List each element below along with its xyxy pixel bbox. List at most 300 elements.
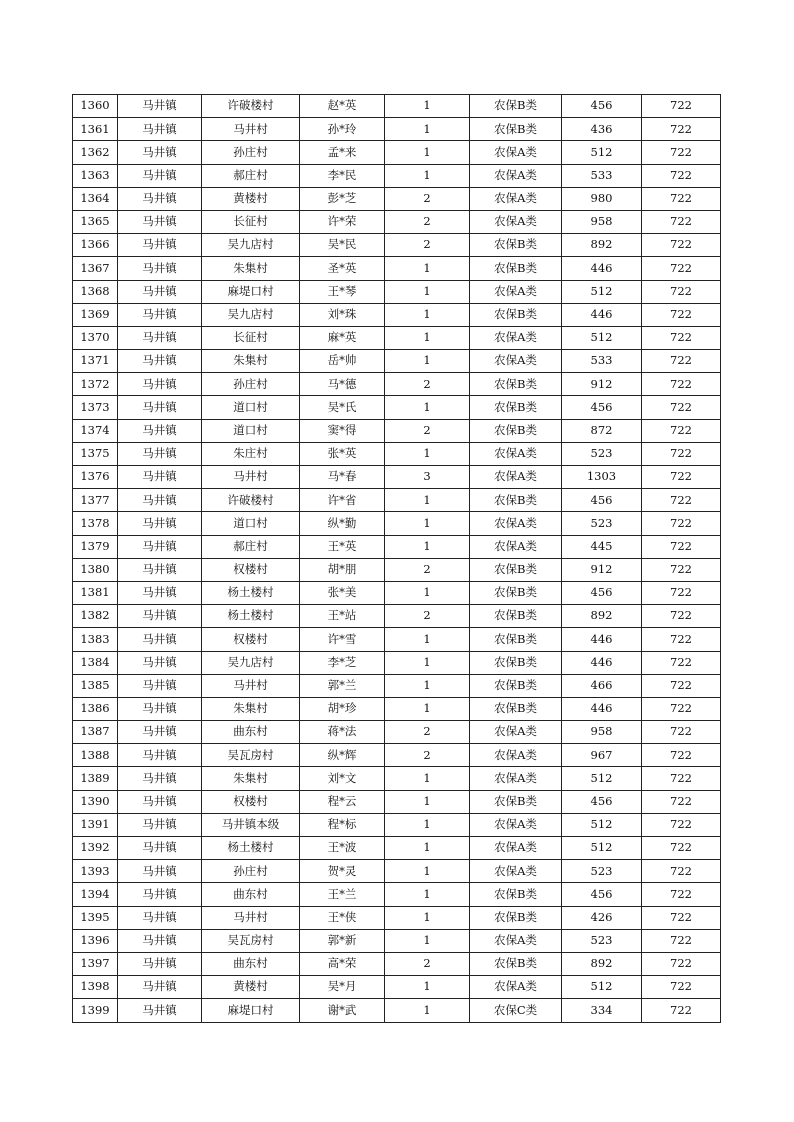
row-number-cell: 1367 — [73, 257, 118, 280]
amount-cell: 456 — [562, 95, 642, 118]
standard-cell: 722 — [642, 860, 721, 883]
village-cell: 杨土楼村 — [202, 605, 300, 628]
category-cell: 农保C类 — [470, 999, 562, 1022]
name-cell: 许*荣 — [300, 210, 385, 233]
table-row — [73, 929, 721, 952]
household-count-cell: 1 — [385, 999, 470, 1022]
table-row — [73, 257, 721, 280]
category-cell: 农保A类 — [470, 466, 562, 489]
table-row — [73, 860, 721, 883]
town-cell: 马井镇 — [118, 860, 202, 883]
town-cell: 马井镇 — [118, 396, 202, 419]
village-cell: 曲东村 — [202, 952, 300, 975]
table-row — [73, 744, 721, 767]
category-cell: 农保B类 — [470, 697, 562, 720]
table-row — [73, 952, 721, 975]
table-row — [73, 558, 721, 581]
row-number-cell: 1384 — [73, 651, 118, 674]
table-row — [73, 187, 721, 210]
amount-cell: 523 — [562, 442, 642, 465]
standard-cell: 722 — [642, 164, 721, 187]
village-cell: 马井村 — [202, 906, 300, 929]
row-number-cell: 1388 — [73, 744, 118, 767]
row-number-cell: 1364 — [73, 187, 118, 210]
amount-cell: 512 — [562, 141, 642, 164]
category-cell: 农保B类 — [470, 651, 562, 674]
amount-cell: 912 — [562, 373, 642, 396]
category-cell: 农保A类 — [470, 813, 562, 836]
village-cell: 孙庄村 — [202, 373, 300, 396]
village-cell: 朱集村 — [202, 767, 300, 790]
amount-cell: 456 — [562, 790, 642, 813]
standard-cell: 722 — [642, 280, 721, 303]
standard-cell: 722 — [642, 952, 721, 975]
village-cell: 郝庄村 — [202, 164, 300, 187]
category-cell: 农保B类 — [470, 674, 562, 697]
name-cell: 吴*民 — [300, 234, 385, 257]
name-cell: 张*美 — [300, 581, 385, 604]
standard-cell: 722 — [642, 790, 721, 813]
standard-cell: 722 — [642, 95, 721, 118]
category-cell: 农保A类 — [470, 512, 562, 535]
amount-cell: 436 — [562, 118, 642, 141]
household-count-cell: 2 — [385, 210, 470, 233]
town-cell: 马井镇 — [118, 141, 202, 164]
name-cell: 纵*勤 — [300, 512, 385, 535]
row-number-cell: 1399 — [73, 999, 118, 1022]
row-number-cell: 1392 — [73, 837, 118, 860]
row-number-cell: 1365 — [73, 210, 118, 233]
village-cell: 马井镇本级 — [202, 813, 300, 836]
name-cell: 马*春 — [300, 466, 385, 489]
category-cell: 农保B类 — [470, 581, 562, 604]
amount-cell: 456 — [562, 489, 642, 512]
category-cell: 农保A类 — [470, 860, 562, 883]
town-cell: 马井镇 — [118, 419, 202, 442]
row-number-cell: 1393 — [73, 860, 118, 883]
household-count-cell: 1 — [385, 164, 470, 187]
village-cell: 马井村 — [202, 674, 300, 697]
town-cell: 马井镇 — [118, 813, 202, 836]
amount-cell: 892 — [562, 234, 642, 257]
standard-cell: 722 — [642, 373, 721, 396]
standard-cell: 722 — [642, 558, 721, 581]
standard-cell: 722 — [642, 976, 721, 999]
table-row — [73, 628, 721, 651]
standard-cell: 722 — [642, 419, 721, 442]
category-cell: 农保A类 — [470, 326, 562, 349]
category-cell: 农保B类 — [470, 396, 562, 419]
standard-cell: 722 — [642, 396, 721, 419]
household-count-cell: 1 — [385, 581, 470, 604]
category-cell: 农保B类 — [470, 906, 562, 929]
village-cell: 道口村 — [202, 419, 300, 442]
village-cell: 许破楼村 — [202, 95, 300, 118]
household-count-cell: 2 — [385, 187, 470, 210]
table-row — [73, 697, 721, 720]
town-cell: 马井镇 — [118, 373, 202, 396]
standard-cell: 722 — [642, 651, 721, 674]
table-row — [73, 906, 721, 929]
town-cell: 马井镇 — [118, 257, 202, 280]
table-row — [73, 976, 721, 999]
town-cell: 马井镇 — [118, 883, 202, 906]
village-cell: 马井村 — [202, 118, 300, 141]
household-count-cell: 2 — [385, 373, 470, 396]
name-cell: 李*民 — [300, 164, 385, 187]
village-cell: 黄楼村 — [202, 187, 300, 210]
standard-cell: 722 — [642, 837, 721, 860]
household-count-cell: 2 — [385, 419, 470, 442]
village-cell: 吴瓦房村 — [202, 744, 300, 767]
table-row — [73, 767, 721, 790]
standard-cell: 722 — [642, 118, 721, 141]
household-count-cell: 1 — [385, 95, 470, 118]
row-number-cell: 1360 — [73, 95, 118, 118]
town-cell: 马井镇 — [118, 303, 202, 326]
household-count-cell: 1 — [385, 790, 470, 813]
household-count-cell: 1 — [385, 257, 470, 280]
village-cell: 朱集村 — [202, 257, 300, 280]
amount-cell: 533 — [562, 350, 642, 373]
row-number-cell: 1375 — [73, 442, 118, 465]
row-number-cell: 1376 — [73, 466, 118, 489]
amount-cell: 334 — [562, 999, 642, 1022]
table-row — [73, 883, 721, 906]
table-row — [73, 419, 721, 442]
town-cell: 马井镇 — [118, 790, 202, 813]
table-row — [73, 489, 721, 512]
standard-cell: 722 — [642, 257, 721, 280]
standard-cell: 722 — [642, 303, 721, 326]
amount-cell: 426 — [562, 906, 642, 929]
table-row — [73, 790, 721, 813]
name-cell: 高*荣 — [300, 952, 385, 975]
name-cell: 贺*灵 — [300, 860, 385, 883]
row-number-cell: 1362 — [73, 141, 118, 164]
row-number-cell: 1395 — [73, 906, 118, 929]
name-cell: 许*省 — [300, 489, 385, 512]
amount-cell: 512 — [562, 837, 642, 860]
standard-cell: 722 — [642, 350, 721, 373]
household-count-cell: 2 — [385, 234, 470, 257]
town-cell: 马井镇 — [118, 744, 202, 767]
row-number-cell: 1390 — [73, 790, 118, 813]
town-cell: 马井镇 — [118, 95, 202, 118]
table-row — [73, 280, 721, 303]
row-number-cell: 1377 — [73, 489, 118, 512]
household-count-cell: 1 — [385, 697, 470, 720]
village-cell: 朱庄村 — [202, 442, 300, 465]
household-count-cell: 1 — [385, 442, 470, 465]
amount-cell: 1303 — [562, 466, 642, 489]
household-count-cell: 1 — [385, 489, 470, 512]
household-count-cell: 1 — [385, 512, 470, 535]
town-cell: 马井镇 — [118, 442, 202, 465]
amount-cell: 446 — [562, 257, 642, 280]
name-cell: 刘*文 — [300, 767, 385, 790]
category-cell: 农保A类 — [470, 721, 562, 744]
name-cell: 程*云 — [300, 790, 385, 813]
name-cell: 圣*英 — [300, 257, 385, 280]
village-cell: 权楼村 — [202, 628, 300, 651]
village-cell: 麻堤口村 — [202, 280, 300, 303]
amount-cell: 446 — [562, 303, 642, 326]
category-cell: 农保B类 — [470, 489, 562, 512]
table-row — [73, 234, 721, 257]
category-cell: 农保A类 — [470, 442, 562, 465]
amount-cell: 872 — [562, 419, 642, 442]
standard-cell: 722 — [642, 674, 721, 697]
table-row — [73, 581, 721, 604]
village-cell: 孙庄村 — [202, 141, 300, 164]
table-row — [73, 837, 721, 860]
village-cell: 黄楼村 — [202, 976, 300, 999]
amount-cell: 523 — [562, 512, 642, 535]
table-body — [73, 95, 721, 1023]
amount-cell: 456 — [562, 581, 642, 604]
name-cell: 王*站 — [300, 605, 385, 628]
name-cell: 胡*珍 — [300, 697, 385, 720]
name-cell: 王*英 — [300, 535, 385, 558]
town-cell: 马井镇 — [118, 767, 202, 790]
town-cell: 马井镇 — [118, 466, 202, 489]
village-cell: 杨土楼村 — [202, 581, 300, 604]
row-number-cell: 1366 — [73, 234, 118, 257]
village-cell: 曲东村 — [202, 883, 300, 906]
name-cell: 王*兰 — [300, 883, 385, 906]
name-cell: 李*芝 — [300, 651, 385, 674]
category-cell: 农保A类 — [470, 141, 562, 164]
town-cell: 马井镇 — [118, 187, 202, 210]
row-number-cell: 1385 — [73, 674, 118, 697]
name-cell: 张*英 — [300, 442, 385, 465]
standard-cell: 722 — [642, 442, 721, 465]
household-count-cell: 2 — [385, 721, 470, 744]
category-cell: 农保B类 — [470, 234, 562, 257]
town-cell: 马井镇 — [118, 535, 202, 558]
town-cell: 马井镇 — [118, 906, 202, 929]
amount-cell: 912 — [562, 558, 642, 581]
name-cell: 吴*氏 — [300, 396, 385, 419]
household-count-cell: 2 — [385, 558, 470, 581]
town-cell: 马井镇 — [118, 512, 202, 535]
standard-cell: 722 — [642, 512, 721, 535]
household-count-cell: 1 — [385, 303, 470, 326]
village-cell: 朱集村 — [202, 697, 300, 720]
town-cell: 马井镇 — [118, 721, 202, 744]
village-cell: 吴瓦房村 — [202, 929, 300, 952]
standard-cell: 722 — [642, 489, 721, 512]
category-cell: 农保A类 — [470, 837, 562, 860]
amount-cell: 958 — [562, 210, 642, 233]
row-number-cell: 1361 — [73, 118, 118, 141]
row-number-cell: 1363 — [73, 164, 118, 187]
household-count-cell: 1 — [385, 628, 470, 651]
row-number-cell: 1372 — [73, 373, 118, 396]
category-cell: 农保A类 — [470, 280, 562, 303]
town-cell: 马井镇 — [118, 118, 202, 141]
name-cell: 纵*辉 — [300, 744, 385, 767]
household-count-cell: 1 — [385, 535, 470, 558]
town-cell: 马井镇 — [118, 837, 202, 860]
row-number-cell: 1368 — [73, 280, 118, 303]
standard-cell: 722 — [642, 906, 721, 929]
town-cell: 马井镇 — [118, 210, 202, 233]
category-cell: 农保A类 — [470, 976, 562, 999]
row-number-cell: 1391 — [73, 813, 118, 836]
household-count-cell: 1 — [385, 326, 470, 349]
town-cell: 马井镇 — [118, 326, 202, 349]
amount-cell: 512 — [562, 767, 642, 790]
standard-cell: 722 — [642, 234, 721, 257]
town-cell: 马井镇 — [118, 952, 202, 975]
category-cell: 农保B类 — [470, 419, 562, 442]
standard-cell: 722 — [642, 999, 721, 1022]
row-number-cell: 1382 — [73, 605, 118, 628]
amount-cell: 980 — [562, 187, 642, 210]
category-cell: 农保B类 — [470, 628, 562, 651]
category-cell: 农保B类 — [470, 605, 562, 628]
table-row — [73, 396, 721, 419]
household-count-cell: 2 — [385, 744, 470, 767]
table-row — [73, 141, 721, 164]
village-cell: 吴九店村 — [202, 303, 300, 326]
name-cell: 胡*朋 — [300, 558, 385, 581]
row-number-cell: 1369 — [73, 303, 118, 326]
category-cell: 农保A类 — [470, 535, 562, 558]
village-cell: 曲东村 — [202, 721, 300, 744]
standard-cell: 722 — [642, 744, 721, 767]
amount-cell: 512 — [562, 326, 642, 349]
row-number-cell: 1370 — [73, 326, 118, 349]
standard-cell: 722 — [642, 141, 721, 164]
village-cell: 麻堤口村 — [202, 999, 300, 1022]
amount-cell: 446 — [562, 651, 642, 674]
town-cell: 马井镇 — [118, 350, 202, 373]
table-row — [73, 303, 721, 326]
standard-cell: 722 — [642, 767, 721, 790]
category-cell: 农保A类 — [470, 210, 562, 233]
category-cell: 农保B类 — [470, 558, 562, 581]
category-cell: 农保B类 — [470, 303, 562, 326]
row-number-cell: 1387 — [73, 721, 118, 744]
amount-cell: 892 — [562, 605, 642, 628]
village-cell: 权楼村 — [202, 790, 300, 813]
name-cell: 麻*英 — [300, 326, 385, 349]
household-count-cell: 3 — [385, 466, 470, 489]
table-row — [73, 721, 721, 744]
standard-cell: 722 — [642, 697, 721, 720]
household-count-cell: 2 — [385, 605, 470, 628]
name-cell: 马*德 — [300, 373, 385, 396]
name-cell: 郭*新 — [300, 929, 385, 952]
name-cell: 程*标 — [300, 813, 385, 836]
household-count-cell: 1 — [385, 906, 470, 929]
household-count-cell: 1 — [385, 976, 470, 999]
amount-cell: 446 — [562, 628, 642, 651]
standard-cell: 722 — [642, 628, 721, 651]
household-count-cell: 1 — [385, 141, 470, 164]
town-cell: 马井镇 — [118, 280, 202, 303]
village-cell: 权楼村 — [202, 558, 300, 581]
table-row — [73, 350, 721, 373]
name-cell: 孙*玲 — [300, 118, 385, 141]
town-cell: 马井镇 — [118, 929, 202, 952]
standard-cell: 722 — [642, 813, 721, 836]
row-number-cell: 1383 — [73, 628, 118, 651]
amount-cell: 445 — [562, 535, 642, 558]
household-count-cell: 1 — [385, 118, 470, 141]
amount-cell: 512 — [562, 976, 642, 999]
name-cell: 刘*珠 — [300, 303, 385, 326]
row-number-cell: 1378 — [73, 512, 118, 535]
standard-cell: 722 — [642, 883, 721, 906]
household-count-cell: 1 — [385, 883, 470, 906]
category-cell: 农保A类 — [470, 164, 562, 187]
household-count-cell: 1 — [385, 396, 470, 419]
name-cell: 孟*来 — [300, 141, 385, 164]
town-cell: 马井镇 — [118, 234, 202, 257]
amount-cell: 446 — [562, 697, 642, 720]
standard-cell: 722 — [642, 929, 721, 952]
name-cell: 许*雪 — [300, 628, 385, 651]
table-row — [73, 535, 721, 558]
table-row — [73, 651, 721, 674]
town-cell: 马井镇 — [118, 697, 202, 720]
town-cell: 马井镇 — [118, 651, 202, 674]
village-cell: 长征村 — [202, 326, 300, 349]
town-cell: 马井镇 — [118, 674, 202, 697]
town-cell: 马井镇 — [118, 628, 202, 651]
category-cell: 农保A类 — [470, 187, 562, 210]
name-cell: 赵*英 — [300, 95, 385, 118]
village-cell: 马井村 — [202, 466, 300, 489]
town-cell: 马井镇 — [118, 164, 202, 187]
household-count-cell: 1 — [385, 280, 470, 303]
row-number-cell: 1394 — [73, 883, 118, 906]
category-cell: 农保A类 — [470, 350, 562, 373]
row-number-cell: 1396 — [73, 929, 118, 952]
household-count-cell: 1 — [385, 674, 470, 697]
name-cell: 王*侠 — [300, 906, 385, 929]
amount-cell: 533 — [562, 164, 642, 187]
row-number-cell: 1381 — [73, 581, 118, 604]
town-cell: 马井镇 — [118, 976, 202, 999]
row-number-cell: 1374 — [73, 419, 118, 442]
amount-cell: 523 — [562, 860, 642, 883]
category-cell: 农保A类 — [470, 744, 562, 767]
town-cell: 马井镇 — [118, 489, 202, 512]
table-row — [73, 674, 721, 697]
row-number-cell: 1373 — [73, 396, 118, 419]
category-cell: 农保B类 — [470, 883, 562, 906]
name-cell: 谢*武 — [300, 999, 385, 1022]
standard-cell: 722 — [642, 210, 721, 233]
standard-cell: 722 — [642, 187, 721, 210]
amount-cell: 456 — [562, 883, 642, 906]
name-cell: 王*琴 — [300, 280, 385, 303]
village-cell: 郝庄村 — [202, 535, 300, 558]
category-cell: 农保A类 — [470, 767, 562, 790]
table-row — [73, 466, 721, 489]
category-cell: 农保B类 — [470, 790, 562, 813]
name-cell: 蒋*法 — [300, 721, 385, 744]
row-number-cell: 1379 — [73, 535, 118, 558]
amount-cell: 466 — [562, 674, 642, 697]
household-count-cell: 1 — [385, 837, 470, 860]
standard-cell: 722 — [642, 721, 721, 744]
